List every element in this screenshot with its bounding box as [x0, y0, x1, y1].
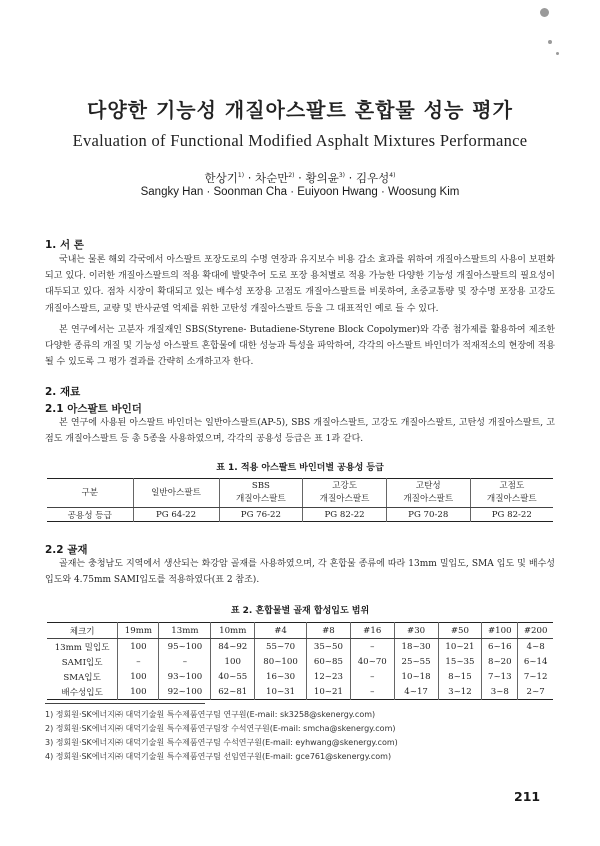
table-cell: 10~31: [255, 684, 307, 700]
authors-korean: [0, 170, 600, 186]
table-cell: 100: [211, 654, 255, 669]
table-cell: 2~7: [518, 684, 553, 700]
table-header-cell: 13mm: [159, 623, 211, 639]
section-heading-intro: 1. 서 론: [45, 239, 84, 251]
table-cell: –: [350, 669, 394, 684]
table-header-cell: 고탄성 개질아스팔트: [386, 479, 470, 508]
table-cell: 18~30: [394, 639, 438, 655]
scan-speck: [540, 8, 549, 17]
table-cell: 8~20: [482, 654, 518, 669]
table-cell: –: [159, 654, 211, 669]
table-cell: 16~30: [255, 669, 307, 684]
table-cell: PG 70-28: [386, 508, 470, 522]
table-cell: 배수성입도: [61, 687, 103, 698]
table-header-cell: 19mm: [118, 623, 159, 639]
table-cell: 35~50: [306, 639, 350, 655]
table-cell: –: [118, 654, 159, 669]
footnote-divider: [45, 703, 205, 704]
table-cell: PG 82-22: [470, 508, 553, 522]
table-cell: 93~100: [159, 669, 211, 684]
subsection-heading-binder: 2.1 아스팔트 바인더: [45, 403, 142, 415]
table-header-cell: #50: [438, 623, 482, 639]
table-header-cell: 체크기: [47, 623, 118, 639]
table-cell: 62~81: [211, 684, 255, 700]
table-header-cell: 10mm: [211, 623, 255, 639]
table-header-cell: SBS 개질아스팔트: [219, 479, 303, 508]
table-row: [47, 684, 553, 700]
table-cell: 100: [118, 669, 159, 684]
table-cell: 6~14: [518, 654, 553, 669]
table-cell: PG 82-22: [303, 508, 387, 522]
table-header-cell: #100: [482, 623, 518, 639]
table-row: [47, 639, 553, 655]
table-cell: 92~100: [159, 684, 211, 700]
footnote: 1) 정회원·SK에너지㈜ 대덕기술원 특수제품연구팀 연구원(E-mail: sk3258@skenergy.com): [45, 710, 376, 719]
author-separator: ·: [298, 171, 302, 185]
author-mark: 2): [288, 172, 295, 180]
author-separator: ·: [247, 171, 252, 185]
aggregate-paragraph: 골재는 충청남도 지역에서 생산되는 화강암 골재를 사용하였으며, 각 혼합물 종류에 따라 13mm 밀입도, SMA 입도 및 배수성입도와 4.75mm SAMI입도를 적용하였다(표 2 참조).: [45, 559, 555, 586]
table-cell: 3~8: [482, 684, 518, 700]
table-cell: 15~35: [438, 654, 482, 669]
author-name: 김우성: [355, 171, 390, 185]
table-cell: 6~16: [482, 639, 518, 655]
table-cell: 10~21: [306, 684, 350, 700]
table-cell: 40~55: [211, 669, 255, 684]
table-cell: 80~100: [255, 654, 307, 669]
table-header-cell: #8: [306, 623, 350, 639]
footnote: 3) 정회원·SK에너지㈜ 대덕기술원 특수제품연구팀 수석연구원(E-mail: eyhwang@skenergy.com): [45, 738, 398, 747]
table-cell: 7~12: [518, 669, 553, 684]
table-cell: 4~17: [394, 684, 438, 700]
table-header-cell: 고강도 개질아스팔트: [303, 479, 387, 508]
table-cell: 3~12: [438, 684, 482, 700]
table-cell: 공용성 등급: [67, 510, 112, 521]
table-row: [47, 508, 553, 522]
binder-paragraph: 본 연구에 사용된 아스팔트 바인더는 일반아스팔트(AP-5), SBS 개질아스팔트, 고강도 개질아스팔트, 고탄성 개질아스팔트, 고점도 개질아스팔트 등 총 5종을 사용하였으며, 각각의 공용성 등급은 표 1과 같다.: [45, 418, 555, 445]
table-cell: 12~23: [306, 669, 350, 684]
table-cell: 40~70: [350, 654, 394, 669]
table-cell: 4~8: [518, 639, 553, 655]
table-header-cell: 고점도 개질아스팔트: [470, 479, 553, 508]
table-cell: SMA입도: [63, 672, 101, 683]
author-name: 차순만: [255, 171, 289, 185]
table-header-cell: #16: [350, 623, 394, 639]
table2-caption: 표 2. 혼합물별 골재 합성입도 범위: [230, 606, 370, 616]
table-cell: 25~55: [394, 654, 438, 669]
gradation-table: [47, 622, 553, 700]
author-mark: 4): [389, 172, 396, 180]
table-cell: 84~92: [211, 639, 255, 655]
authors-english: Sangky Han · Soonman Cha · Euiyoon Hwang · Woosung Kim: [140, 186, 460, 198]
table-cell: PG 76-22: [219, 508, 303, 522]
table-cell: 10~18: [394, 669, 438, 684]
table-cell: PG 64-22: [133, 508, 219, 522]
intro-paragraph-1: 국내는 물론 해외 각국에서 아스팔트 포장도로의 수명 연장과 유지보수 비용 감소 효과를 위하여 개질아스팔트의 사용이 보편화되고 있다. 이러한 개질아스팔트의 적용 확대에 발맞추어 도로 포장 용처별로 적용 가능한 다양한 기능성 개질아스팔트의 필요성이 대두되고 있다. 점차 시장이 확대되고 있는 배수성 포장용 고점도 개질아스팔트를 비롯하여, 초중교통량 및 장수명 포장용 고강도 개질아스팔트, 교량 및 반사균열 억제를 위한 고탄성 개질아스팔트 등을 그 대표적인 예로 들 수 있다.: [45, 255, 555, 314]
table-cell: 60~85: [306, 654, 350, 669]
intro-paragraph-2: 본 연구에서는 고분자 개질재인 SBS(Styrene- Butadiene-Styrene Block Copolymer)와 각종 첨가제를 활용하여 제조한 다양한 종류의 개질 및 기능성 아스팔트 혼합물에 대한 성능과 특성을 파악하여, 각각의 아스팔트 바인더가 적재적소의 현장에 적용될 수 있도록 그 평가 결과를 간략히 소개하고자 한다.: [45, 325, 555, 368]
footnote: 2) 정회원·SK에너지㈜ 대덕기술원 특수제품연구팀장 수석연구원(E-mail: smcha@skenergy.com): [45, 724, 396, 733]
table-row: [47, 654, 553, 669]
paper-title-korean: 다양한 기능성 개질아스팔트 혼합물 성능 평가: [87, 98, 513, 122]
table-cell: 8~15: [438, 669, 482, 684]
table-header-cell: #30: [394, 623, 438, 639]
author-name: 황의윤: [305, 171, 339, 185]
table1-caption: 표 1. 적용 아스팔트 바인더별 공용성 등급: [216, 463, 384, 473]
section-heading-materials: 2. 재료: [45, 386, 81, 398]
author-mark: 3): [338, 172, 345, 180]
table-cell: 55~70: [255, 639, 307, 655]
table-header-row: [47, 623, 553, 639]
table-header-cell: 일반아스팔트: [133, 479, 219, 508]
binder-grade-table: [47, 478, 553, 522]
scan-speck: [548, 40, 552, 44]
author-mark: 1): [237, 172, 245, 180]
table-header-cell: 구분: [47, 479, 133, 508]
footnote: 4) 정회원·SK에너지㈜ 대덕기술원 특수제품연구팀 선임연구원(E-mail: gce761@skenergy.com): [45, 752, 392, 761]
table-header-cell: #4: [255, 623, 307, 639]
table-cell: 13mm 밀입도: [54, 642, 110, 653]
paper-title-english: Evaluation of Functional Modified Asphalt Mixtures Performance: [72, 131, 528, 150]
table-cell: –: [350, 639, 394, 655]
table-cell: SAMI입도: [61, 657, 103, 668]
table-row: [47, 669, 553, 684]
table-cell: 95~100: [159, 639, 211, 655]
table-cell: 100: [118, 684, 159, 700]
table-header-cell: #200: [518, 623, 553, 639]
table-cell: 10~21: [438, 639, 482, 655]
author-separator: ·: [348, 171, 353, 185]
table-header-row: [47, 479, 553, 508]
table-cell: 100: [118, 639, 159, 655]
scan-speck: [556, 52, 559, 55]
table-cell: –: [350, 684, 394, 700]
page-number: 211: [514, 789, 541, 804]
table-cell: 7~13: [482, 669, 518, 684]
author-name: 한상기: [204, 171, 238, 185]
subsection-heading-aggregate: 2.2 골재: [45, 544, 88, 556]
